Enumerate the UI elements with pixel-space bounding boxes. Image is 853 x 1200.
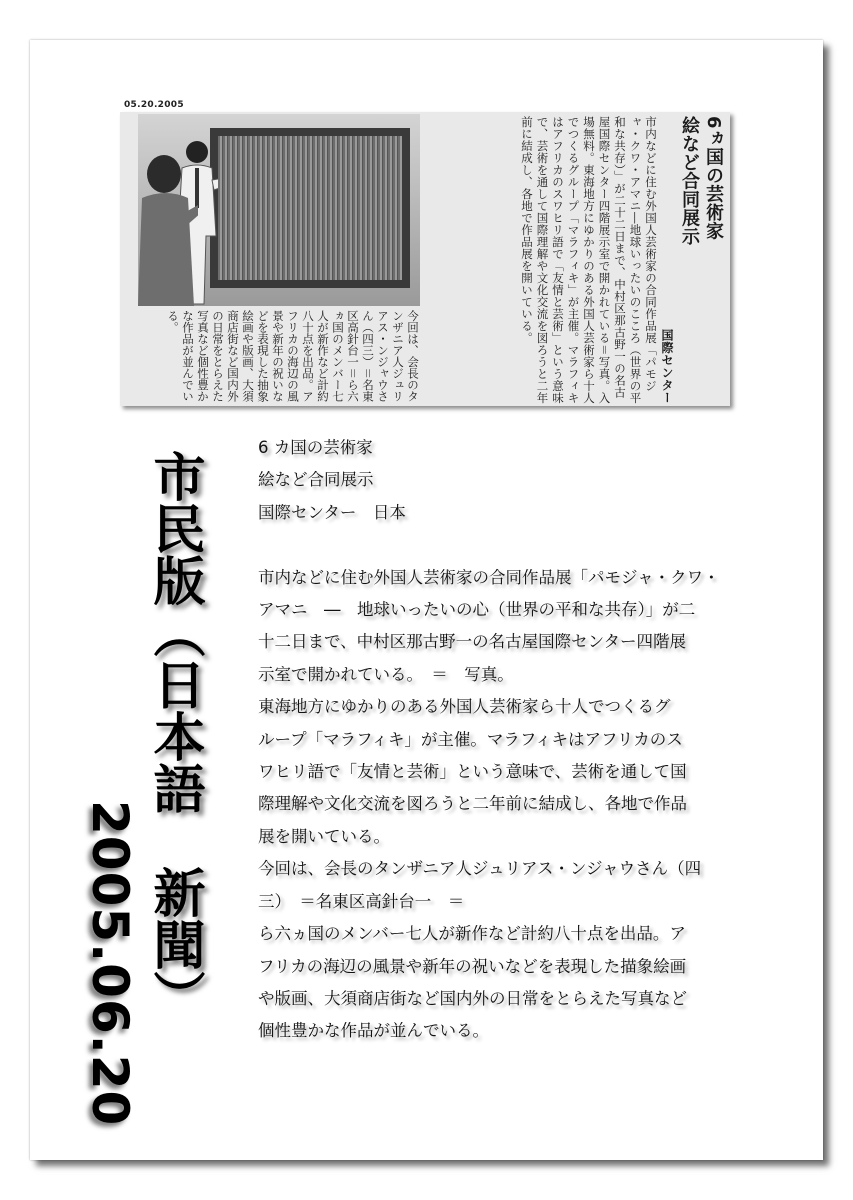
clipping-venue: 国際センター <box>660 329 674 404</box>
newspaper-clipping <box>120 112 730 406</box>
article-line: や版画、大須商店街など国内外の日常をとらえた写真など <box>258 988 687 1008</box>
clipping-headline: 6ヵ国の芸術家 <box>703 116 724 241</box>
article-line: 6 カ国の芸術家 <box>258 438 373 457</box>
article-line: 市内などに住む外国人芸術家の合同作品展「パモジャ・クワ・ <box>258 567 720 587</box>
article-line: 十二日まで、中村区那古野一の名古屋国際センター四階展 <box>258 632 687 652</box>
article-line: ワヒリ語で「友情と芸術」という意味で、芸術を通して国 <box>258 762 687 782</box>
clipping-headline-2: 絵など合同展示 <box>679 116 700 246</box>
article-line: 三） ＝名東区高針台一 ＝ <box>258 891 465 911</box>
article-line <box>258 529 788 561</box>
article-line: ら六ヵ国のメンバー七人が新作など計約八十点を出品。ア <box>258 924 686 944</box>
article-line: ループ「マラフィキ」が主催。マラフィキはアフリカのス <box>258 729 683 749</box>
framed-artwork <box>210 128 410 288</box>
clipping-article <box>424 116 724 404</box>
vertical-title: 市民版（日本語 新聞） <box>144 450 204 1022</box>
article-line: 絵など合同展示 <box>258 470 374 490</box>
vertical-date: 2005.06.20 <box>81 800 139 1127</box>
transcribed-article <box>258 432 788 1048</box>
clipping-body-bottom: 今回は、会長のタンザニア人ジュリアス・ンジャウさん（四三）＝名東区高針台一＝ら六ヵ国のメンバー七人が新作など計約八十点を出品。アフリカの海辺の風景や新年の祝いなどを表現した抽象絵画や版画、大須商店街など国内外の日常をとらえた写真など個性豊かな作品が並んでいる。 <box>166 310 420 402</box>
article-line: 示室で開かれている。 ＝ 写真。 <box>258 664 514 684</box>
clipping-date: 05.20.2005 <box>124 100 184 110</box>
woman-figure <box>138 154 198 306</box>
article-line: 東海地方にゆかりのある外国人芸術家ら十人でつくるグ <box>258 697 671 717</box>
article-line: 国際センター 日本 <box>258 502 406 522</box>
article-line: 展を開いている。 <box>258 826 390 846</box>
clipping-body: 市内などに住む外国人芸術家の合同作品展「パモジャ・クワ・アマニ―地球いったいのこころ（世界の平和な共存）」が二十二日まで、中村区那古野一の名古屋国際センター四階展示室で開かれている＝写真。入場無料。東海地方にゆかりのある外国人芸術家ら十人でつくるグループ「マラフィキ」が主催。マラフィキはアフリカのスワヒリ語で「友情と芸術」という意味で、芸術を通して国際理解や文化交流を図ろうと二年前に結成し、各地で作品展を開いている。 <box>520 116 658 404</box>
article-line: 際理解や文化交流を図ろうと二年前に結成し、各地で作品 <box>258 794 687 814</box>
article-line: 個性豊かな作品が並んでいる。 <box>258 1021 489 1041</box>
article-line: 今回は、会長のタンザニア人ジュリアス・ンジャウさん（四 <box>258 859 702 879</box>
clipping-photo <box>138 114 420 306</box>
article-line: アマニ ― 地球いったいの心（世界の平和な共存）」が二 <box>258 600 696 620</box>
article-line: フリカの海辺の風景や新年の祝いなどを表現した描象絵画 <box>258 956 687 976</box>
